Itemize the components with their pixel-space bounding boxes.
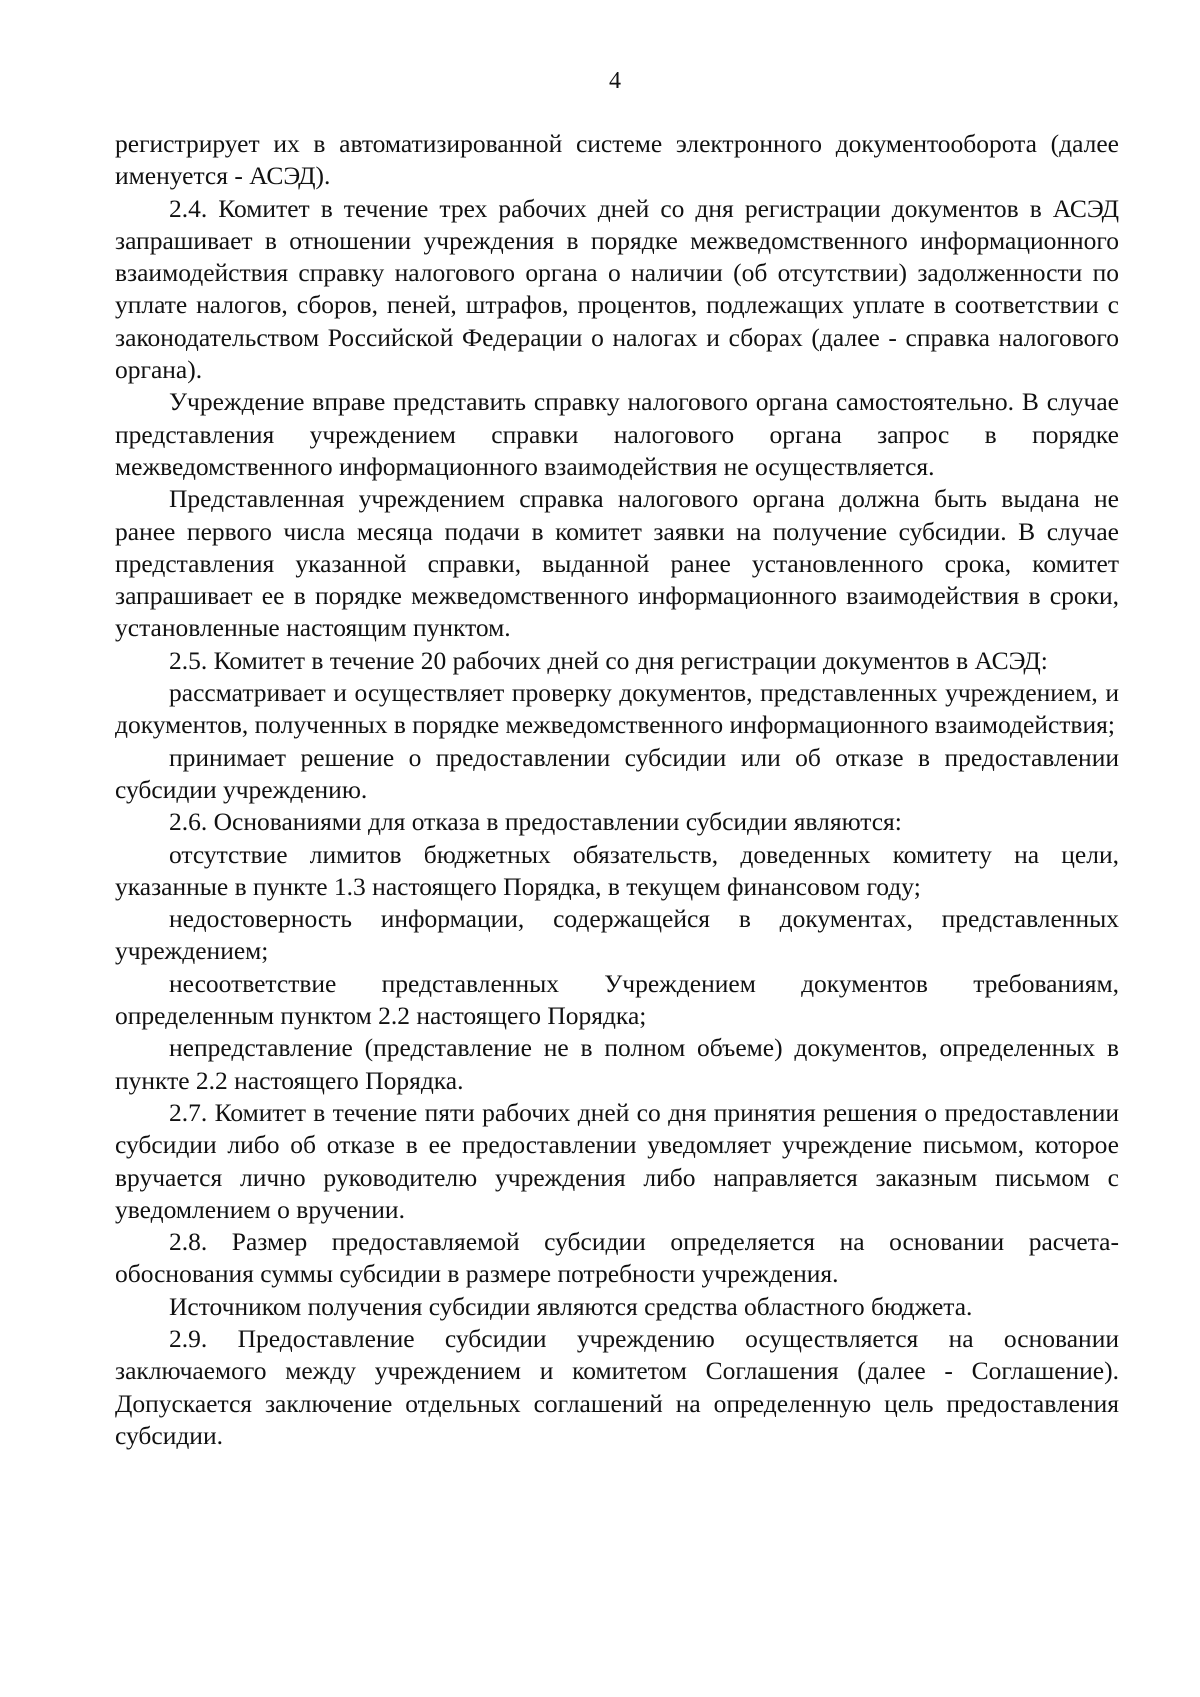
page-number: 4 xyxy=(609,68,621,94)
paragraph-funding-source: Источником получения субсидии являются средства областного бюджета. xyxy=(169,1291,973,1321)
paragraph-unreliable-info: недостоверность информации, содержащейся в документах, представленных учреждением; xyxy=(115,904,1119,966)
paragraph-self-submission: Учреждение вправе представить справку налогового органа самостоятельно. В случае представления учреждением справки налогового органа запрос в порядке межведомственного информационного взаимодействия не осуществляется. xyxy=(115,387,1119,481)
paragraph-nonsubmission: непредставление (представление не в полном объеме) документов, определенных в пункте 2.2 настоящего Порядка. xyxy=(115,1033,1119,1095)
paragraph-continuation: регистрирует их в автоматизированной системе электронного документооборота (далее именуется - АСЭД). xyxy=(115,129,1119,191)
paragraph-2-7: 2.7. Комитет в течение пяти рабочих дней со дня принятия решения о предоставлении субсидии либо об отказе в ее предоставлении уведомляет учреждение письмом, которое вручается лично руководителю учреждения либо направляется заказным письмом с уведомлением о вручении. xyxy=(115,1097,1119,1224)
paragraph-2-9: 2.9. Предоставление субсидии учреждению осуществляется на основании заключаемого между учреждением и комитетом Соглашения (далее - Соглашение). Допускается заключение отдельных соглашений на определенную цель предоставления субсидии. xyxy=(115,1323,1119,1450)
paragraph-2-5: 2.5. Комитет в течение 20 рабочих дней со дня регистрации документов в АСЭД: xyxy=(169,645,1048,675)
document-body xyxy=(115,128,1119,1452)
paragraph-2-6: 2.6. Основаниями для отказа в предоставлении субсидии являются: xyxy=(169,807,902,837)
paragraph-no-limits: отсутствие лимитов бюджетных обязательств, доведенных комитету на цели, указанные в пункте 1.3 настоящего Порядка, в текущем финансовом году; xyxy=(115,839,1119,901)
paragraph-2-8: 2.8. Размер предоставляемой субсидии определяется на основании расчета-обоснования суммы субсидии в размере потребности учреждения. xyxy=(115,1227,1119,1289)
paragraph-review-documents: рассматривает и осуществляет проверку документов, представленных учреждением, и документов, полученных в порядке межведомственного информационного взаимодействия; xyxy=(115,678,1119,740)
paragraph-certificate-date: Представленная учреждением справка налогового органа должна быть выдана не ранее первого числа месяца подачи в комитет заявки на получение субсидии. В случае представления указанной справки, выданной ранее установленного срока, комитет запрашивает ее в порядке межведомственного информационного взаимодействия в сроки, установленные настоящим пунктом. xyxy=(115,484,1119,643)
paragraph-2-4: 2.4. Комитет в течение трех рабочих дней со дня регистрации документов в АСЭД запрашивает в отношении учреждения в порядке межведомственного информационного взаимодействия справку налогового органа о наличии (об отсутствии) задолженности по уплате налогов, сборов, пеней, штрафов, процентов, подлежащих уплате в соответствии с законодательством Российской Федерации о налогах и сборах (далее - справка налогового органа). xyxy=(115,193,1119,385)
paragraph-decision: принимает решение о предоставлении субсидии или об отказе в предоставлении субсидии учреждению. xyxy=(115,742,1119,804)
paragraph-nonconformity: несоответствие представленных Учреждением документов требованиям, определенным пунктом 2.2 настоящего Порядка; xyxy=(115,968,1119,1031)
